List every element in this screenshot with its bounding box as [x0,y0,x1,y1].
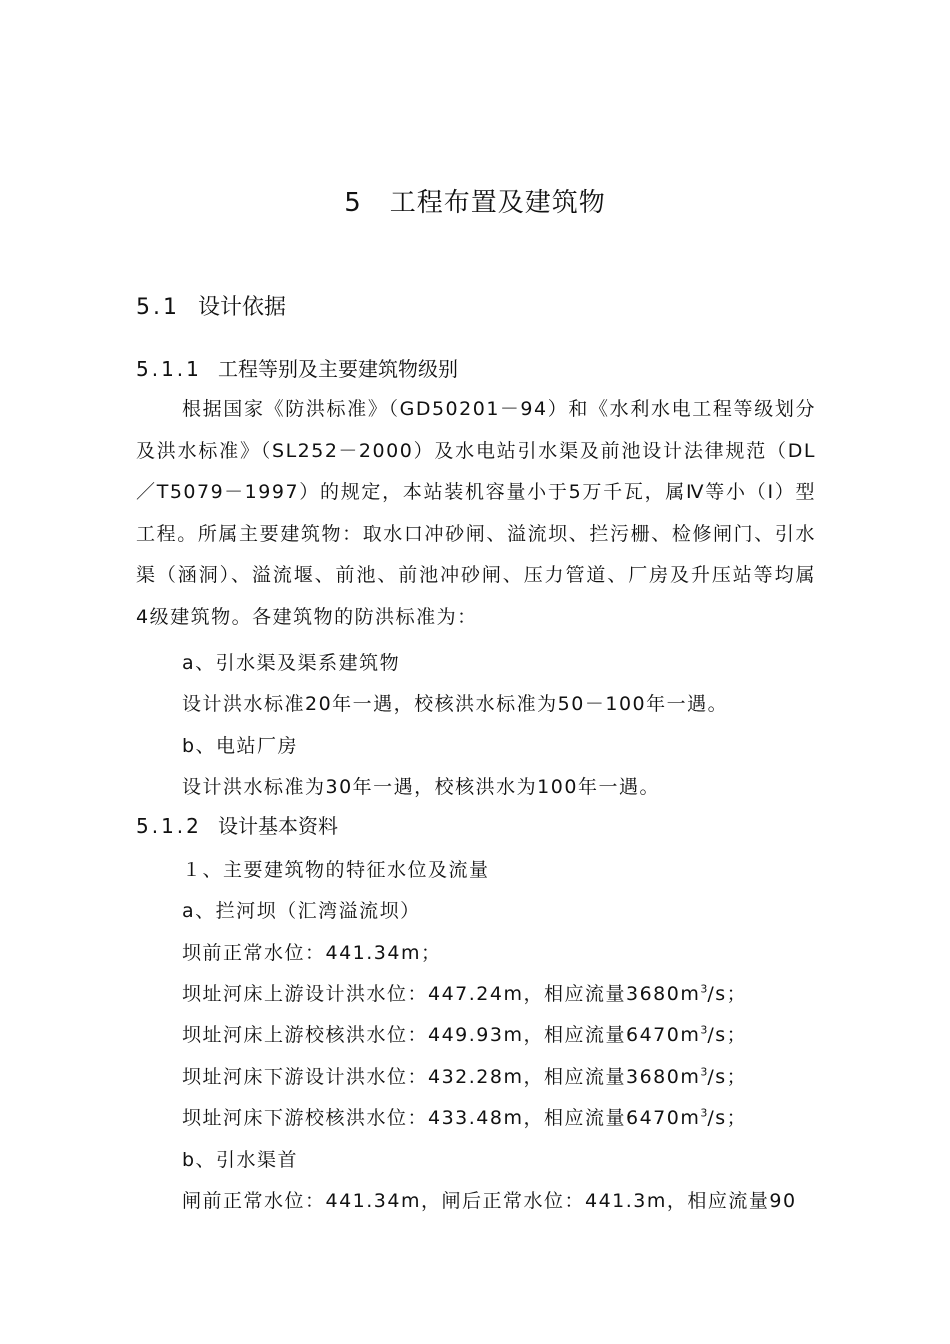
unit-tail: /s； [707,1024,748,1046]
water-level-text: 坝址河床下游校核洪水位：433.48m，相应流量6470m [182,1107,701,1129]
water-level-text: 坝址河床上游设计洪水位：447.24m，相应流量3680m [182,983,701,1005]
water-level-line [182,1062,747,1089]
canal-label: b、引水渠首 [182,1149,299,1171]
unit-tail: /s； [707,1066,748,1088]
subsection-number: 5.1.1 [136,357,202,381]
item-a-text: 设计洪水标准20年一遇，校核洪水标准为50－100年一遇。 [182,693,729,715]
superscript: 3 [700,1106,708,1120]
water-level-line [182,1020,747,1047]
subsection-heading-5-1-1 [136,353,458,382]
unit-tail: /s； [707,1107,748,1129]
superscript: 3 [700,982,708,996]
section-number: 5.1 [136,295,180,320]
chapter-title [0,182,950,219]
superscript: 3 [700,1065,708,1079]
subsection-number: 5.1.2 [136,814,202,838]
subsection-title: 工程等别及主要建筑物级别 [218,357,458,381]
section-title: 设计依据 [198,295,287,320]
water-level-text: 坝址河床上游校核洪水位：449.93m，相应流量6470m [182,1024,701,1046]
item-b-label: b、电站厂房 [182,735,299,757]
water-level-text: 坝址河床下游设计洪水位：432.28m，相应流量3680m [182,1066,701,1088]
dam-label: a、拦河坝（汇湾溢流坝） [182,900,421,922]
superscript: 3 [700,1023,708,1037]
water-level-line [182,1103,747,1130]
canal-text: 闸前正常水位：441.34m，闸后正常水位：441.3m，相应流量90 [182,1190,797,1212]
unit-tail: /s； [707,983,748,1005]
dam-normal-level: 坝前正常水位：441.34m； [182,942,442,964]
chapter-number: 5 [344,188,362,218]
body-paragraph: 根据国家《防洪标准》（GD50201－94）和《水利水电工程等级划分及洪水标准》（SL252－2000）及水电站引水渠及前池设计法律规范（DL／T5079－1997）的规定，本站装机容量小于5万千瓦，属Ⅳ等小（Ⅰ）型工程。所属主要建筑物：取水口冲砂闸、溢流坝、拦污栅、检修闸门、引水渠（涵洞）、溢流堰、前池、前池冲砂闸、压力管道、厂房及升压站等均属4级建筑物。各建筑物的防洪标准为： [136,398,816,628]
section-heading-5-1 [136,290,286,321]
subsection-heading-5-1-2 [136,810,338,839]
item-b-text: 设计洪水标准为30年一遇，校核洪水为100年一遇。 [182,776,660,798]
subsection-title: 设计基本资料 [218,814,338,838]
item-1-text: １、主要建筑物的特征水位及流量 [182,859,490,881]
item-a-label: a、引水渠及渠系建筑物 [182,652,401,674]
water-level-line [182,979,747,1006]
chapter-title-text: 工程布置及建筑物 [389,188,606,218]
